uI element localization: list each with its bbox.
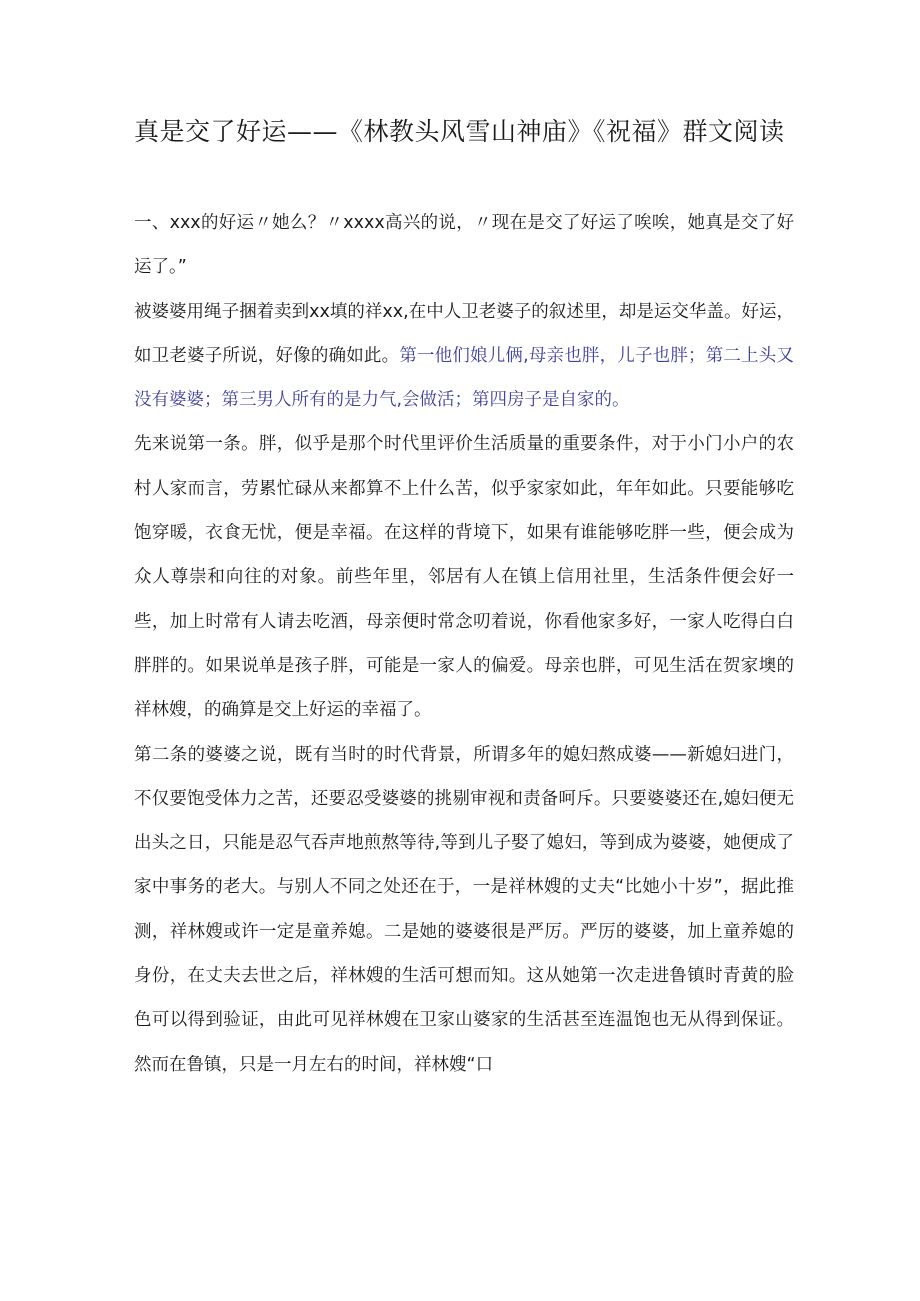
- paragraph-3: 第二条的婆婆之说，既有当时的时代背景，所谓多年的媳妇熬成婆——新媳妇进门，不仅要饱受体力之苦，还要忍受婆婆的挑剔审视和责备呵斥。只要婆婆还在,媳妇便无出头之日，只能是忍气吞声地煎熬等待,等到儿子娶了媳妇，等到成为婆婆，她便成了家中事务的老大。与别人不同之处还在于，一是祥林嫂的丈夫“比她小十岁”，据此推测，祥林嫂或许一定是童养媳。二是她的婆婆很是严厉。严厉的婆婆，加上童养媳的身份，在丈夫去世之后，祥林嫂的生活可想而知。这从她第一次走进鲁镇时青黄的脸色可以得到验证，由此可见祥林嫂在卫家山婆家的生活甚至连温饱也无从得到保证。然而在鲁镇，只是一月左右的时间，祥林嫂“口: [134, 744, 794, 1075]
- paragraph-2: 先来说第一条。胖，似乎是那个时代里评价生活质量的重要条件，对于小门小户的农村人家而言，劳累忙碌从来都算不上什么苦，似乎家家如此，年年如此。只要能够吃饱穿暖，衣食无忧，便是幸福。在这样的背境下，如果有谁能够吃胖一些，便会成为众人尊崇和向往的对象。前些年里，邻居有人在镇上信用社里，生活条件便会好一些，加上时常有人请去吃酒，母亲便时常念叨着说，你看他家多好，一家人吃得白白胖胖的。如果说单是孩子胖，可能是一家人的偏爱。母亲也胖，可见生活在贺家墺的祥林嫂，的确算是交上好运的幸福了。: [134, 434, 794, 721]
- section-heading: 一、xxx的好运〃她么？〃xxxx高兴的说，〃现在是交了好运了唉唉，她真是交了好运了。”: [134, 213, 794, 278]
- paragraph-1: [134, 290, 794, 423]
- document-body: [134, 201, 794, 1087]
- document-title: 真是交了好运——《林教头风雪山神庙》《祝福》群文阅读: [134, 117, 785, 146]
- paragraph-1-text: 被婆婆用绳子捆着卖到xx填的祥xx,在中人卫老婆子的叙述里，却是运交华盖。好运，如卫老婆子所说，好像的确如此。: [134, 301, 794, 366]
- paragraph-1-highlight: 第一他们娘儿俩,母亲也胖，儿子也胖；第二上头又没有婆婆；第三男人所有的是力气,会做活；第四房子是自家的。: [134, 345, 794, 411]
